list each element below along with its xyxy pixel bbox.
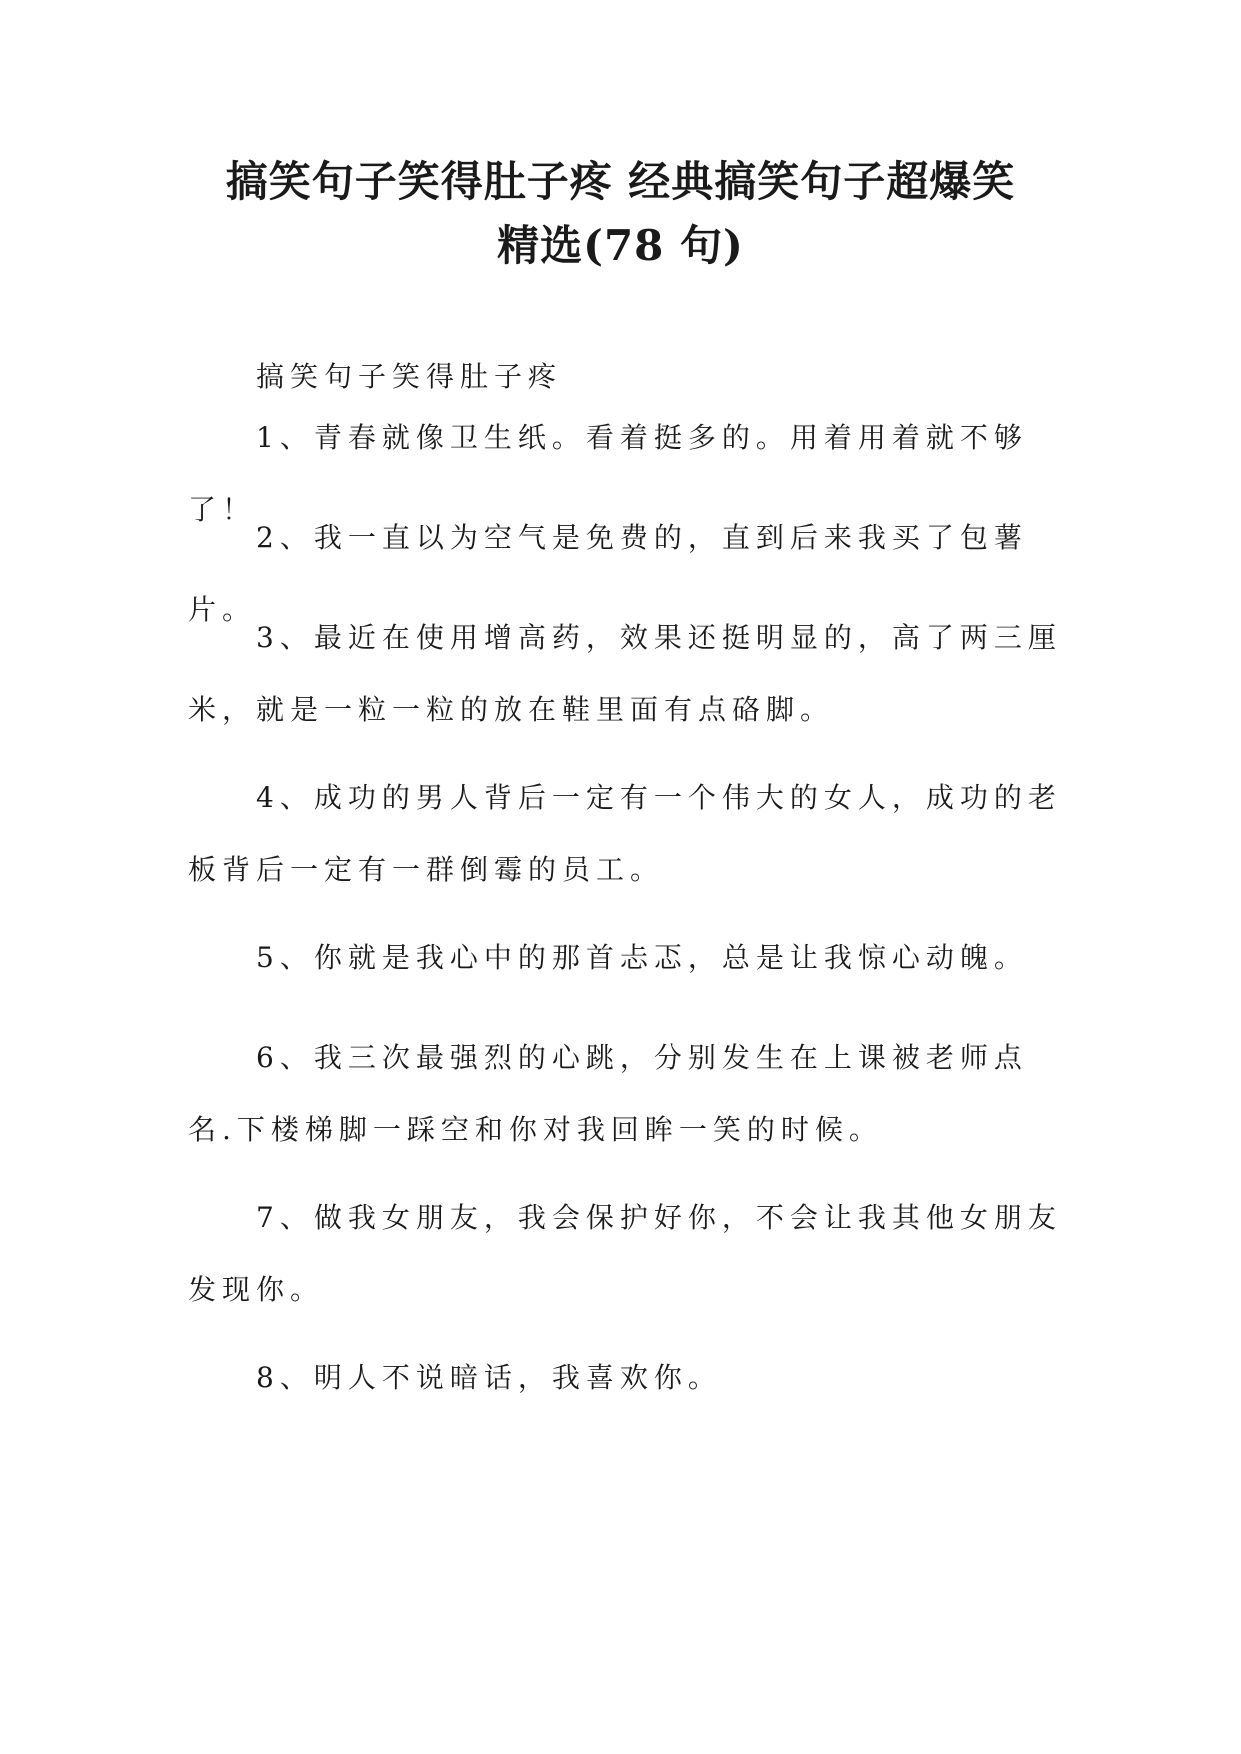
- list-item: 1、青春就像卫生纸。看着挺多的。用着用着就不够了！: [188, 421, 1028, 526]
- list-item: 8、明人不说暗话，我喜欢你。: [256, 1361, 722, 1394]
- list-item: 5、你就是我心中的那首忐忑，总是让我惊心动魄。: [256, 941, 1028, 974]
- list-item: 4、成功的男人背后一定有一个伟大的女人，成功的老板背后一定有一群倒霉的员工。: [188, 781, 1062, 886]
- document-title: [150, 150, 1091, 278]
- title-line-2: 精选(78 句): [497, 221, 744, 270]
- title-line-1: 搞笑句子笑得肚子疼 经典搞笑句子超爆笑: [225, 157, 1016, 206]
- list-item: 7、做我女朋友，我会保护好你，不会让我其他女朋友发现你。: [188, 1201, 1062, 1306]
- list-item: 3、最近在使用增高药，效果还挺明显的，高了两三厘米，就是一粒一粒的放在鞋里面有点硌脚。: [188, 621, 1062, 726]
- list-item: 6、我三次最强烈的心跳，分别发生在上课被老师点名.下楼梯脚一踩空和你对我回眸一笑的时候。: [188, 1041, 1028, 1146]
- list-item: 2、我一直以为空气是免费的，直到后来我买了包薯片。: [188, 521, 1028, 626]
- section-subheading: 搞笑句子笑得肚子疼: [256, 360, 563, 393]
